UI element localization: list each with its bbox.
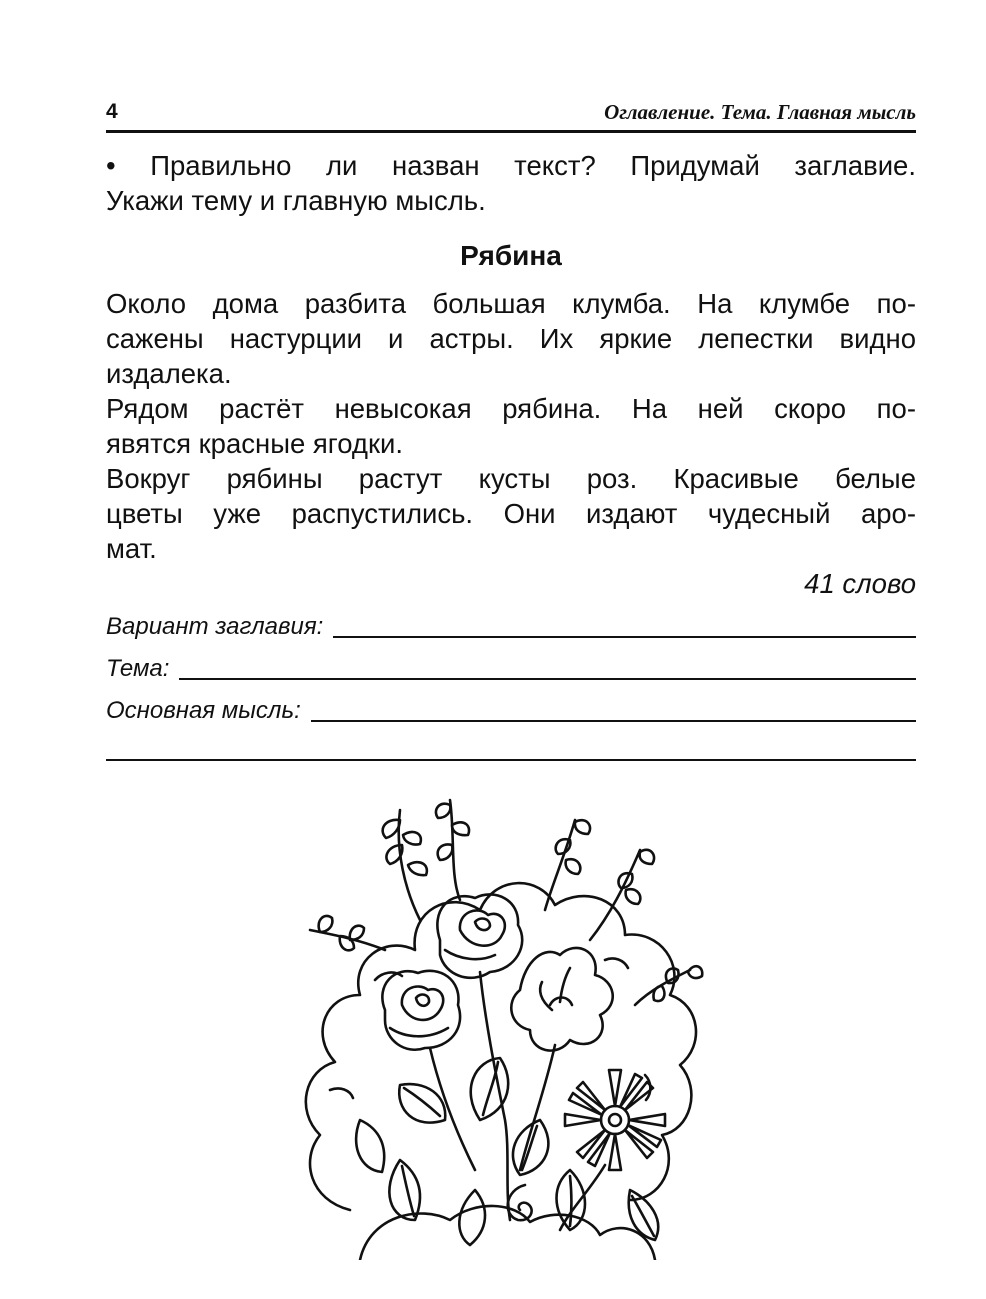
story-line: издалека.	[106, 358, 232, 389]
task-line: Укажи тему и главную мысль.	[106, 185, 486, 216]
title-variant-field[interactable]	[106, 608, 916, 642]
daisy	[565, 1070, 665, 1170]
title-variant-answer-line[interactable]	[333, 635, 916, 638]
leaf	[356, 1120, 384, 1172]
main-idea-answer-line[interactable]	[311, 719, 916, 722]
story-title: Рябина	[460, 240, 562, 271]
main-idea-field[interactable]	[106, 692, 916, 726]
story-line: мат.	[106, 533, 157, 564]
label-colon: :	[294, 697, 301, 724]
story-line: явятся красные ягодки.	[106, 428, 403, 459]
leaf	[389, 1160, 420, 1220]
page-header	[106, 98, 916, 133]
topic-label: Тема	[106, 655, 163, 682]
story-line: Вокруг рябины растут кусты роз. Красивые белые	[106, 463, 916, 494]
page-number: 4	[106, 100, 118, 123]
ground-outline	[360, 1206, 655, 1260]
topic-field[interactable]	[106, 650, 916, 684]
story-line: Рядом растёт невысокая рябина. На ней скоро по-	[106, 393, 916, 424]
title-variant-label: Вариант заглавия	[106, 613, 317, 640]
main-idea-label: Основная мысль	[106, 697, 295, 724]
lily	[511, 948, 612, 1051]
topic-answer-line[interactable]	[179, 677, 916, 680]
label-colon: :	[162, 655, 170, 682]
rose-top	[437, 894, 522, 977]
story-line: цветы уже распустились. Они издают чудесный аро-	[106, 498, 916, 529]
story-text	[106, 286, 916, 566]
word-count: 41 слово	[804, 568, 916, 599]
story-line: Около дома разбита большая клумба. На клумбе по-	[106, 288, 916, 319]
leaf	[459, 1190, 485, 1245]
task-instructions	[106, 148, 916, 218]
rose-left	[382, 971, 460, 1050]
story-line: сажены настурции и астры. Их яркие лепестки видно	[106, 323, 916, 354]
running-title: Оглавление. Тема. Главная мысль	[604, 100, 916, 124]
task-line: • Правильно ли назван текст? Придумай заглавие.	[106, 150, 916, 181]
flower-bouquet-icon	[290, 790, 710, 1260]
extra-answer-line[interactable]	[106, 759, 916, 761]
label-colon: :	[316, 613, 324, 640]
